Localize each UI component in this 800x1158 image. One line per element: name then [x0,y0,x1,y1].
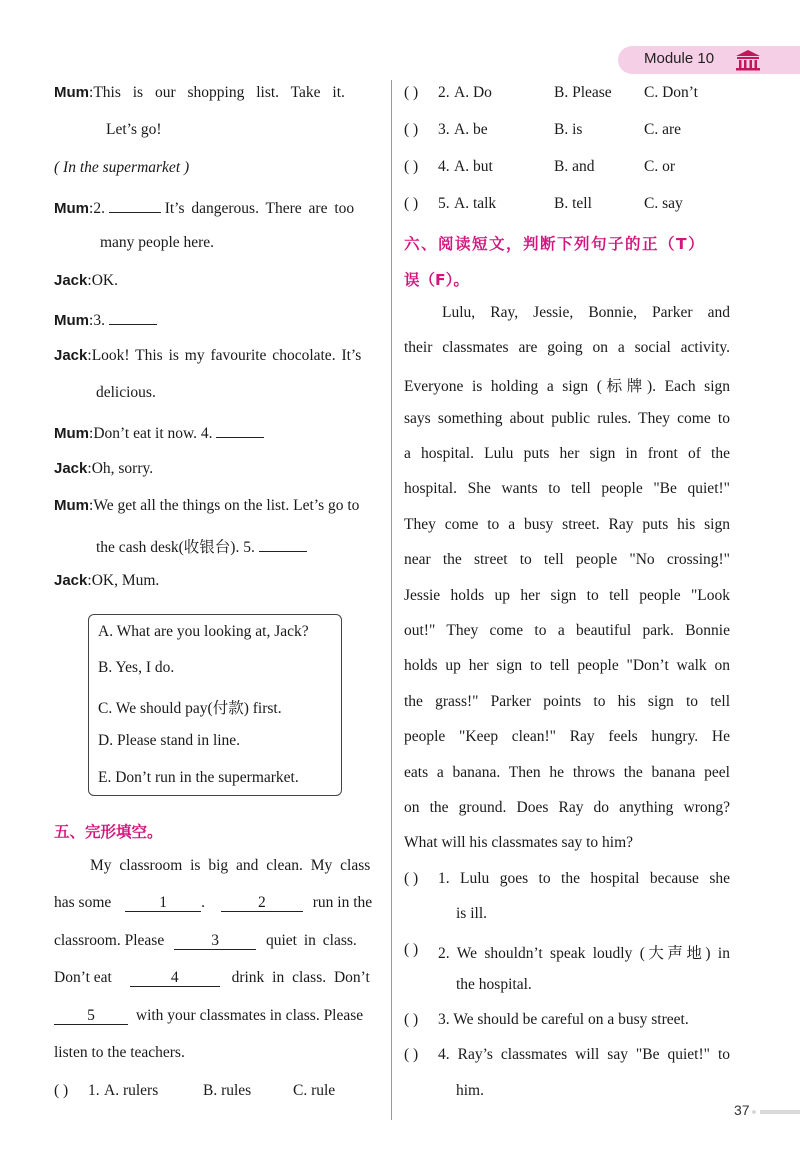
line-text: the cash desk(收银台). 5. [96,539,255,556]
blank-number: 2. [93,200,105,217]
colon: : [87,272,92,289]
dialogue-continuation [96,535,307,557]
cloze-line: My classroom is big and clean. My class [90,857,371,874]
choice-b: B. and [554,158,595,175]
cloze-blank[interactable]: 4 [130,970,220,987]
tf-question-cont: him. [456,1082,484,1099]
section-six-title-cont: 误（F）。 [404,271,469,289]
choice-a: A. talk [454,195,497,212]
cloze-text: with your classmates in class. Please [135,1007,364,1024]
passage-line: eats a banana. Then he throws the banana peel [404,764,730,781]
option-item: E. Don’t run in the supermarket. [98,769,299,786]
passage-line: holds up her sign to tell people "Don’t walk on [404,657,730,674]
building-icon [734,48,762,72]
option-item: B. Yes, I do. [98,659,175,676]
answer-paren[interactable]: ( ) [404,1011,419,1028]
speaker: Mum [54,312,89,329]
dialogue-line [54,309,157,330]
passage-line: their classmates are going on a social activity. [404,339,730,356]
dialogue-line [54,84,345,102]
choice-c: C. or [644,158,675,175]
cloze-question-number: 1. [88,1082,100,1099]
choice-c: C. say [644,195,683,212]
cloze-blank[interactable]: 5 [54,1008,128,1025]
option-item: D. Please stand in line. [98,732,241,749]
dialogue-continuation: many people here. [100,234,215,251]
answer-paren[interactable]: ( ) [404,870,419,887]
answer-blank[interactable] [216,422,264,438]
speaker: Mum [54,425,89,442]
option-item: C. We should pay(付款) first. [98,700,282,717]
option-item: A. What are you looking at, Jack? [98,623,309,640]
speaker: Jack [54,347,88,364]
cloze-question-number: 5. [438,195,450,212]
answer-paren[interactable]: ( ) [404,121,419,138]
cloze-line [54,969,370,987]
passage-line: Everyone is holding a sign (标牌). Each sign [404,378,730,395]
tf-question: 1. Lulu goes to the hospital because she [438,870,730,887]
line-text: We get all the things on the list. Let’s go to [93,497,360,514]
passage-line: Lulu, Ray, Jessie, Bonnie, Parker and [442,304,730,321]
cloze-text: has some [54,894,112,911]
choice-a: A. Do [454,84,492,101]
cloze-question-number: 2. [438,84,450,101]
passage-line: out!" They come to a beautiful park. Bonnie [404,622,730,639]
cloze-text: quiet in class. [265,932,357,949]
answer-blank[interactable] [109,309,157,325]
passage-line: people "Keep clean!" Ray feels hungry. He [404,728,730,745]
dialogue-line [54,347,361,365]
choice-b: B. tell [554,195,592,212]
colon: : [87,347,92,364]
choice-b: B. is [554,121,583,138]
module-title: Module 10 [644,50,715,67]
section-six-title: 六、阅读短文，判断下列句子的正（T） [404,235,706,253]
tf-question: 4. Ray’s classmates will say "Be quiet!" to [438,1046,730,1063]
speaker: Mum [54,84,89,101]
speaker: Mum [54,200,89,217]
dialogue-line [54,272,118,290]
cloze-text: . [201,894,206,911]
dialogue-line [54,422,264,443]
cloze-question [54,1082,68,1100]
passage-line: says something about public rules. They come to [404,410,730,427]
passage-line: the grass!" Parker points to his sign to tell [404,693,730,710]
passage-line: What will his classmates say to him? [404,834,634,851]
dialogue-line [54,197,354,218]
answer-paren[interactable]: ( ) [404,941,419,958]
dialogue-continuation: Let’s go! [106,121,162,138]
cloze-text: classroom. Please [54,932,165,949]
answer-paren[interactable]: ( ) [54,1082,69,1099]
cloze-blank[interactable]: 2 [221,895,303,912]
colon: : [89,497,94,514]
line-text: Oh, sorry. [91,460,154,477]
page-decoration [752,1110,756,1114]
colon: : [87,460,92,477]
column-divider [391,80,392,1120]
cloze-question-number: 4. [438,158,450,175]
colon: : [89,84,94,101]
cloze-blank[interactable]: 1 [125,895,201,912]
choice-a: A. but [454,158,493,175]
answer-paren[interactable]: ( ) [404,84,419,101]
passage-line: near the street to tell people "No crossing!" [404,551,730,568]
passage-line: Jessie holds up her sign to tell people "Look [404,587,730,604]
passage-line: hospital. She wants to tell people "Be quiet!" [404,480,730,497]
dialogue-line [54,497,359,515]
blank-number: 3. [93,312,105,329]
tf-question: 3. We should be careful on a busy street. [438,1011,689,1028]
choice-a: A. rulers [104,1082,159,1099]
answer-blank[interactable] [259,536,307,552]
tf-question: 2. We shouldn’t speak loudly (大声地) in [438,945,730,962]
page-decoration [760,1110,800,1114]
tf-question-cont: the hospital. [456,976,532,993]
colon: : [89,200,94,217]
line-text: Look! This is my favourite chocolate. It’s [91,347,362,364]
colon: : [89,312,94,329]
cloze-text: drink in class. Don’t [231,969,370,986]
choice-b: B. rules [203,1082,252,1099]
passage-line: a hospital. Lulu puts her sign in front of the [404,445,730,462]
colon: : [87,572,92,589]
answer-paren[interactable]: ( ) [404,195,419,212]
cloze-text: Don’t eat [54,969,112,986]
dialogue-line [54,460,153,478]
section-five-title: 五、完形填空。 [54,823,163,841]
line-text: Don’t eat it now. 4. [93,425,213,442]
choice-b: B. Please [554,84,612,101]
speaker: Jack [54,572,88,589]
choice-c: C. are [644,121,682,138]
answer-paren[interactable]: ( ) [404,158,419,175]
speaker: Jack [54,460,88,477]
choice-a: A. be [454,121,488,138]
line-text: OK. [91,272,118,289]
cloze-text: run in the [312,894,373,911]
speaker: Jack [54,272,88,289]
colon: : [89,425,94,442]
dialogue-line [54,572,159,590]
cloze-line [54,932,357,950]
choice-c: C. rule [293,1082,336,1099]
speaker: Mum [54,497,89,514]
tf-question-cont: is ill. [456,905,488,922]
dialogue-continuation: delicious. [96,384,156,401]
cloze-line: listen to the teachers. [54,1044,185,1061]
line-text: This is our shopping list. Take it. [93,84,345,101]
module-badge [618,46,800,74]
page-number: 37 [734,1102,750,1118]
answer-paren[interactable]: ( ) [404,1046,419,1063]
cloze-question-number: 3. [438,121,450,138]
line-text: It’s dangerous. There are too [164,200,355,217]
cloze-blank[interactable]: 3 [174,933,256,950]
cloze-line [54,894,372,912]
answer-blank[interactable] [109,197,161,213]
scene-note: ( In the supermarket ) [54,159,190,176]
choice-c: C. Don’t [644,84,698,101]
cloze-line [54,1007,363,1025]
line-text: OK, Mum. [91,572,160,589]
passage-line: on the ground. Does Ray do anything wrong? [404,799,730,816]
passage-line: They come to a busy street. Ray puts his sign [404,516,730,533]
